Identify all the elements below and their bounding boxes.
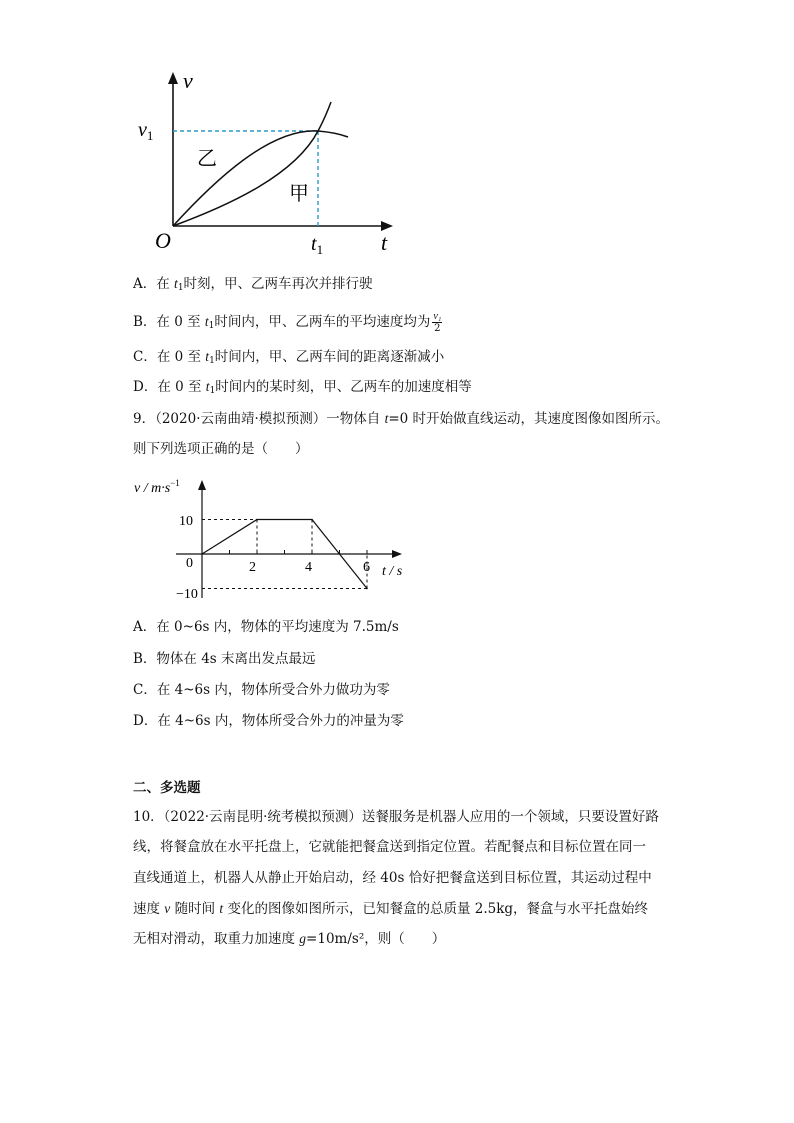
y-axis-arrow	[198, 480, 206, 490]
option-text: C．在 0 至	[133, 349, 206, 365]
option-text: 时间内的某时刻，甲、乙两车的加速度相等	[215, 379, 472, 395]
option-text: D．在 0 至	[133, 379, 206, 395]
stem-text: 9．（2020·云南曲靖·模拟预测）一物体自	[133, 411, 385, 427]
t-axis-label: t	[381, 230, 388, 255]
q9-stem-line2: 则下列选项正确的是（ ）	[133, 441, 309, 457]
var: t	[205, 349, 210, 364]
q10-line5	[133, 930, 445, 948]
sub: 1	[209, 386, 216, 396]
tick-label-4: 4	[305, 560, 312, 575]
v1-label: $v_1$	[138, 119, 154, 143]
var: t	[384, 411, 389, 426]
tick-label-0: 0	[186, 556, 193, 571]
option-text: 时间内，甲、乙两车间的距离逐渐减小	[214, 349, 445, 365]
v-axis-label: v	[183, 68, 193, 93]
q9-option-a[interactable]: A．在 0~6s 内，物体的平均速度为 7.5m/s	[133, 619, 399, 635]
tick-label-neg10: −10	[176, 587, 198, 602]
frac-num: v₁	[433, 311, 442, 322]
q9-option-b[interactable]: B．物体在 4s 末离出发点最远	[133, 651, 316, 667]
q10-line2: 线，将餐盒放在水平托盘上，它就能把餐盒送到指定位置。若配餐点和目标位置在同一	[133, 839, 646, 855]
option-text: 时间内，甲、乙两车的平均速度均为	[214, 314, 431, 330]
stem-text: =10m/s²，则（ ）	[306, 931, 446, 947]
stem-text: 随时间	[170, 901, 220, 917]
var: g	[299, 931, 307, 946]
stem-text: 速度	[133, 901, 165, 917]
y-axis-label: $v / m\cdot s^{-1}$	[134, 478, 180, 496]
jia-label: 甲	[289, 181, 309, 205]
var: t	[204, 314, 209, 329]
var: v	[164, 901, 171, 916]
option-text: B．在 0 至	[133, 314, 205, 330]
stem-text: =0 时开始做直线运动，其速度图像如图所示。	[388, 411, 670, 427]
option-text: 时刻，甲、乙两车再次并排行驶	[183, 276, 373, 292]
var: t	[205, 379, 210, 394]
frac-den: 2	[434, 323, 441, 334]
var: t	[219, 901, 224, 916]
q9-option-c[interactable]: C．在 4~6s 内，物体所受合外力做功为零	[133, 682, 390, 698]
q10-line3: 直线通道上，机器人从静止开始启动，经 40s 恰好把餐盒送到目标位置，其运动过程中	[133, 870, 652, 886]
origin-label: O	[155, 228, 171, 253]
q9-option-d[interactable]: D．在 4~6s 内，物体所受合外力的冲量为零	[133, 713, 404, 729]
q10-line4	[133, 900, 648, 918]
option-text: A．在	[133, 276, 175, 292]
sub: 1	[208, 321, 215, 331]
stem-text: 变化的图像如图所示，已知餐盒的总质量 2.5kg，餐盒与水平托盘始终	[223, 901, 649, 917]
t1-label: $t_1$	[311, 233, 324, 257]
yi-label: 乙	[197, 146, 217, 170]
tick-label-10: 10	[179, 514, 193, 529]
var: t	[174, 276, 178, 291]
q10-line1: 10．（2022·云南昆明·统考模拟预测）送餐服务是机器人应用的一个领域，只要设置好路	[133, 809, 659, 825]
x-axis-arrow	[392, 550, 402, 558]
tick-label-6: 6	[363, 560, 370, 575]
sub: 1	[177, 283, 184, 293]
stem-text: 无相对滑动，取重力加速度	[133, 931, 300, 947]
tick-label-2: 2	[249, 560, 256, 575]
x-axis-label: t / s	[382, 564, 403, 579]
sub: 1	[209, 356, 215, 366]
section-title-multi-choice: 二、多选题	[133, 780, 201, 796]
